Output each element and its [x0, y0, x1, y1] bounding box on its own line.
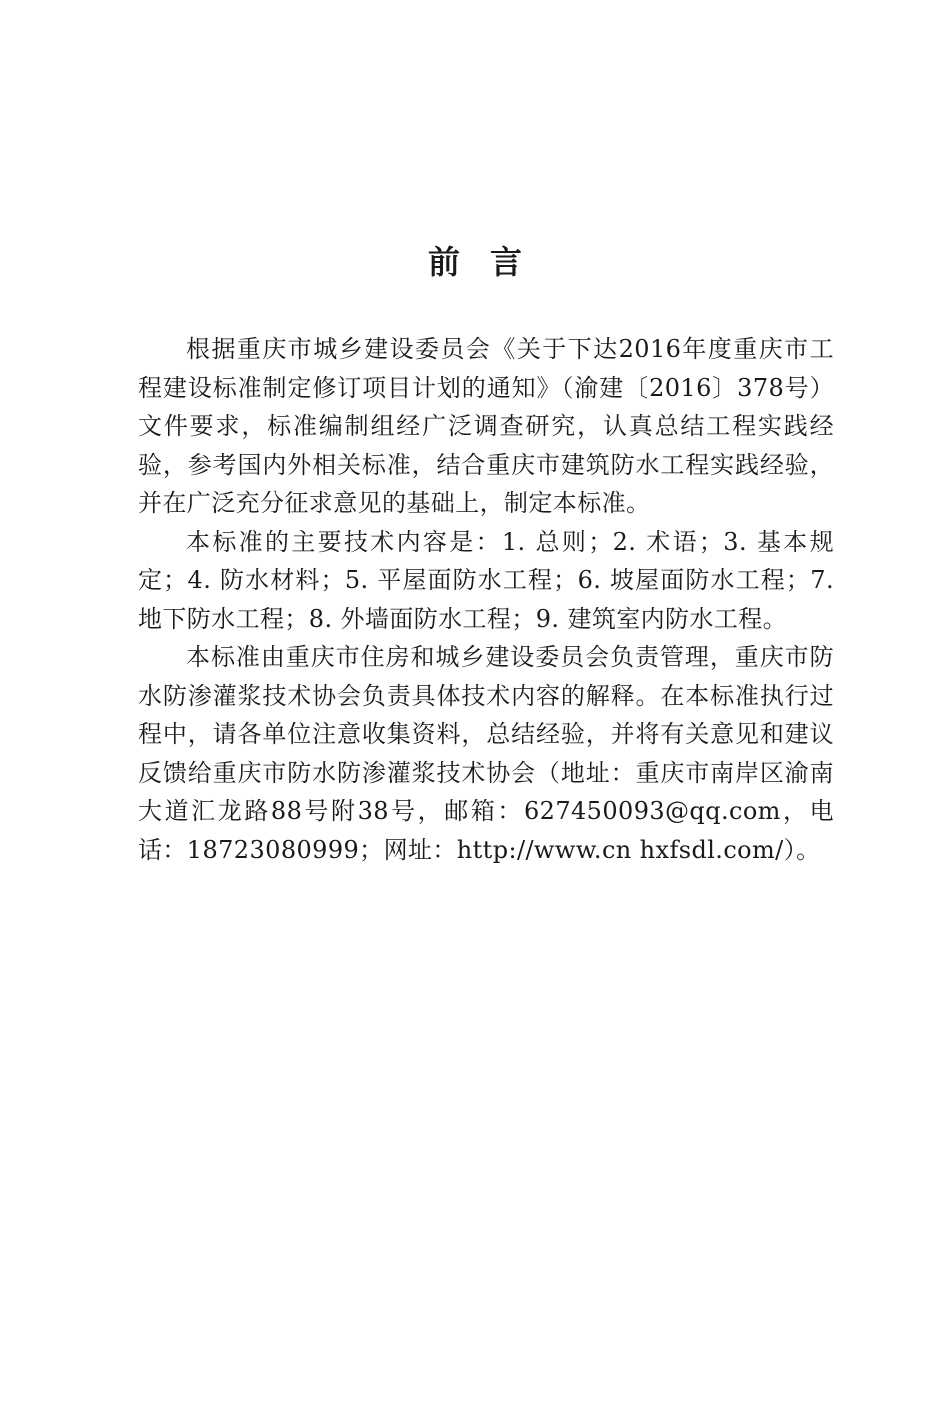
paragraph-contents: 本标准的主要技术内容是：1. 总则；2. 术语；3. 基本规定；4. 防水材料；5. 平屋面防水工程；6. 坡屋面防水工程；7. 地下防水工程；8. 外墙面防水工程；9. 建筑室内防水工程。 — [138, 527, 834, 633]
paragraph-management: 本标准由重庆市住房和城乡建设委员会负责管理，重庆市防水防渗灌浆技术协会负责具体技术内容的解释。在本标准执行过程中，请各单位注意收集资料，总结经验，并将有关意见和建议反馈给重庆市防水防渗灌浆技术协会（地址：重庆市南岸区渝南大道汇龙路88号附38号，邮箱：627450093@qq.com，电话：18723080999；网址：http://www.cn hxfsdl.com/）。 — [138, 643, 834, 864]
preface-body — [138, 330, 834, 869]
page-title: 前言 — [427, 243, 552, 281]
paragraph-basis: 根据重庆市城乡建设委员会《关于下达2016年度重庆市工程建设标准制定修订项目计划的通知》（渝建〔2016〕378号）文件要求，标准编制组经广泛调查研究，认真总结工程实践经验，参考国内外相关标准，结合重庆市建筑防水工程实践经验，并在广泛充分征求意见的基础上，制定本标准。 — [138, 335, 834, 517]
